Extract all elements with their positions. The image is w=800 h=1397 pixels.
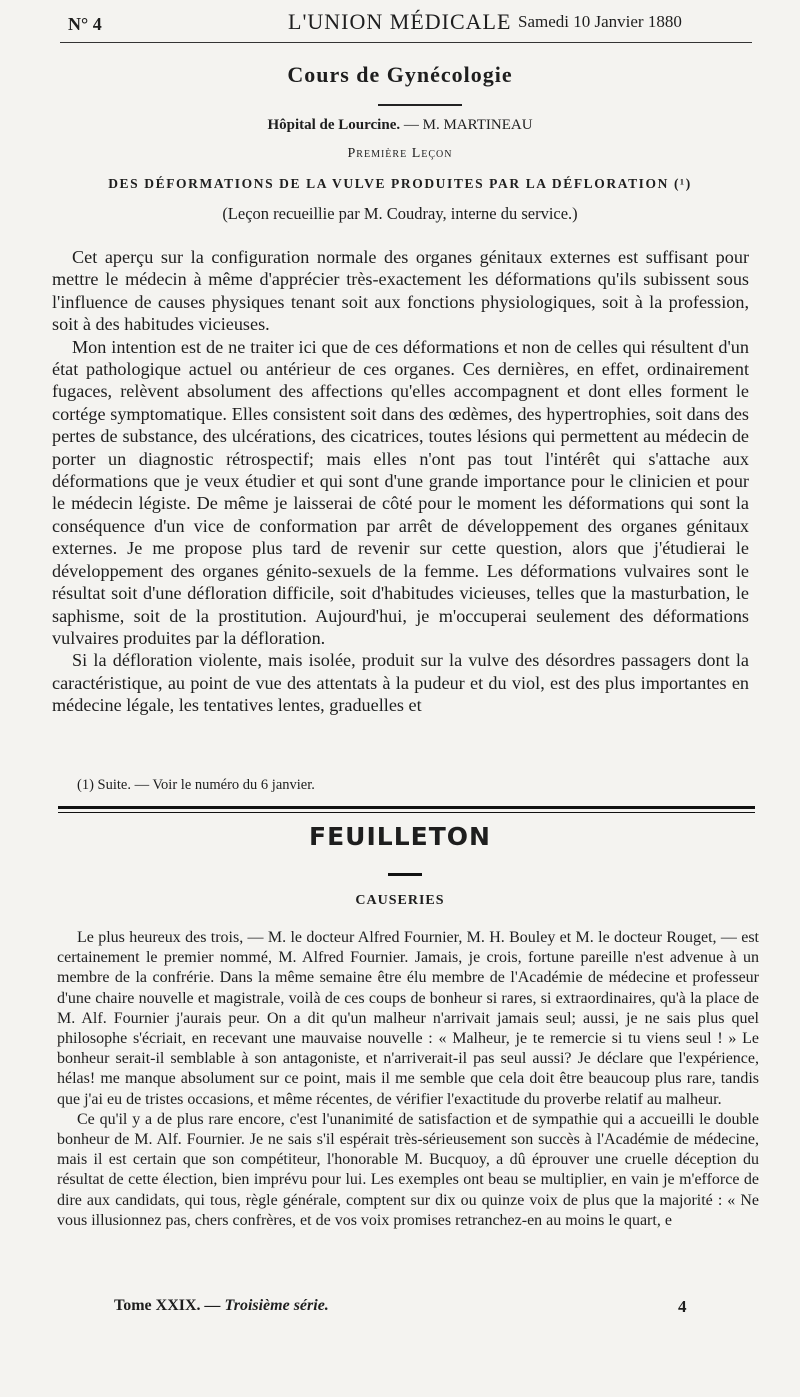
section-divider (58, 806, 755, 813)
volume-info (114, 1297, 329, 1315)
article-paragraph: Cet aperçu sur la configuration normale des organes génitaux externes est suffisant pour mettre le médecin à même d'apprécier très-exactement les déformations qu'ils subissent sous l'influence de causes physiques tenant soit aux fonctions physiologiques, soit à la profession, soit à des habitudes vicieuses. (52, 247, 749, 335)
article-title: Cours de Gynécologie (287, 62, 513, 87)
issue-date: Samedi 10 Janvier 1880 (518, 12, 682, 31)
lesson-subject: DES DÉFORMATIONS DE LA VULVE PRODUITES PAR LA DÉFLORATION (¹) (108, 176, 692, 191)
journal-name: L'UNION MÉDICALE (288, 9, 512, 34)
issue-number: N° 4 (68, 14, 102, 34)
professor-name: — M. MARTINEAU (403, 117, 533, 133)
feuilleton-rule (388, 873, 422, 876)
hospital-name: Hôpital de Lourcine. (267, 117, 401, 133)
feuilleton-body (57, 928, 759, 1231)
footnote: (1) Suite. — Voir le numéro du 6 janvier. (77, 777, 315, 793)
feuilleton-paragraph: Ce qu'il y a de plus rare encore, c'est l'unanimité de satisfaction et de sympathie qui a accueilli le double bonheur de M. Alf. Fournier. Je ne sais s'il espérait très-sérieusement son succès à l'Académie de médecine, mais il est certain que son compétiteur, l'honorable M. Bucquoy, a dû éprouver une cruelle déception du résultat de cette élection, bien imprévu pour lui. Les exemples ont beau se multiplier, en vain je m'efforce de dire aux candidats, qui tous, règle générale, comptent sur dix ou quinze voix de plus que la majorité : « Ne vous illusionnez pas, chers confrères, et de vos voix promises retranchez-en au moins le quart, e (57, 1110, 759, 1229)
feuilleton-heading: FEUILLETON (309, 822, 491, 851)
page-header (0, 6, 800, 34)
header-rule (60, 42, 752, 43)
hospital-line (0, 117, 800, 134)
causeries-subheading: CAUSERIES (355, 893, 445, 908)
collected-by: (Leçon recueillie par M. Coudray, interne du service.) (222, 204, 578, 223)
lesson-label: Première Leçon (347, 146, 453, 161)
volume-number: Tome XXIX. (114, 1297, 201, 1314)
series-label: — Troisième série. (204, 1297, 329, 1314)
page-number: 4 (678, 1297, 687, 1316)
article-paragraph: Si la défloration violente, mais isolée, produit sur la vulve des désordres passagers dont la caractéristique, au point de vue des attentats à la pudeur et du viol, est des plus importantes en médecine légale, les tentatives lentes, graduelles et (52, 650, 749, 716)
title-rule (378, 104, 462, 106)
article-body (52, 246, 749, 717)
article-paragraph: Mon intention est de ne traiter ici que de ces déformations et non de celles qui résultent d'un état pathologique actuel ou antérieur de ces organes. Ces dernières, en effet, ordinairement fugaces, relèvent absolument des affections qu'elles accompagnent et dont elles forment le cortége symptomatique. Elles consistent soit dans des œdèmes, des hypertrophies, soit dans des pertes de substance, des ulcérations, des cicatrices, toutes lésions qui permettent au médecin de porter un diagnostic rétrospectif; mais elles n'ont pas tout l'intérêt qui s'attache aux déformations que je veux étudier et qui sont d'une grande importance pour le clinicien et pour le médecin légiste. De même je laisserai de côté pour le moment les déformations qui sont la conséquence d'un vice de conformation par arrêt de développement des organes génitaux externes. Je me propose plus tard de revenir sur cette question, alors que j'étudierai le développement des organes génito-sexuels de la femme. Les déformations vulvaires sont le résultat soit d'une défloration difficile, soit d'habitudes vicieuses, telles que la masturbation, le saphisme, soit de la prostitution. Aujourd'hui, je m'occuperai seulement des déformations vulvaires produites par la défloration. (52, 336, 749, 648)
feuilleton-paragraph: Le plus heureux des trois, — M. le docteur Alfred Fournier, M. H. Bouley et M. le docteur Rouget, — est certainement le premier nommé, M. Alfred Fournier. Jamais, je crois, fortune pareille n'est advenue à un membre de la confrérie. Dans la même semaine être élu membre de l'Académie de médecine et professeur d'une chaire nouvelle et magistrale, voilà de ces coups de bonheur si rares, si extraordinaires, qu'à la place de M. Alf. Fournier j'aurais peur. On a dit qu'un malheur n'arrivait jamais seul; aussi, je ne sais plus quel philosophe s'écriait, en recevant une mauvaise nouvelle : « Malheur, je te remercie si tu viens seul ! » Le bonheur serait-il semblable à son antagoniste, et n'arriverait-il pas seul aussi? Je déclare que l'expérience, hélas! me manque absolument sur ce point, mais il me semble que cela doit être beaucoup plus rare, tandis que j'ai eu de tristes occasions, et même récentes, de vérifier l'exactitude du proverbe relatif au malheur. (57, 929, 759, 1108)
